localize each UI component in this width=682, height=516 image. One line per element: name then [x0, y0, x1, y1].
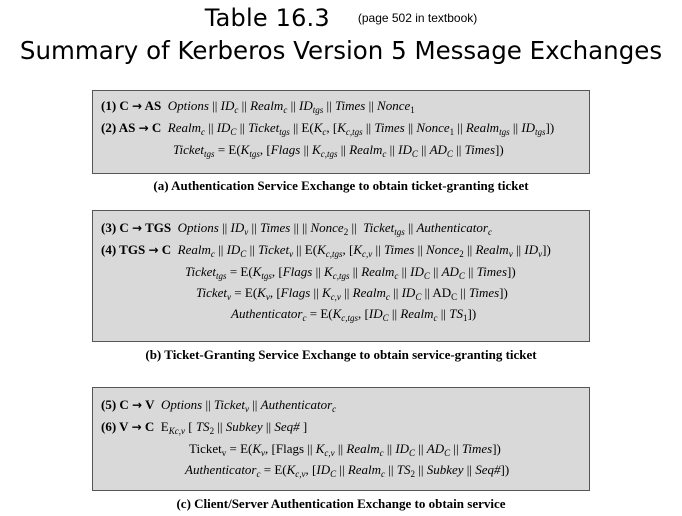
caption-b: (b) Ticket-Granting Service Exchange to obtain service-granting ticket: [145, 347, 537, 362]
message-5: (5) C → V Options || Ticket$_v$ || Authenticator$_c$: [101, 397, 337, 414]
table-subtitle: Summary of Kerberos Version 5 Message Exchanges: [19, 36, 663, 65]
caption-c: (c) Client/Server Authentication Exchange to obtain service: [176, 496, 506, 511]
message-2: (2) AS → C Realm$_c$ || $ID_C$ || Ticket$_{tgs}$ || $E(K_c$, [$K_{c,tgs}$ || Times || Nonce$_1$ || Realm$_{tgs}$ || $ID_{tgs}$]): [101, 120, 555, 137]
message-4: (4) TGS → C Realm$_c$ || $ID_C$ || Ticket$_v$ || $E(K_{c,tgs}$, [$K_{c,v}$ || Times || Nonce$_2$ || Realm$_v$ || $ID_v$]): [101, 242, 551, 259]
message-6: (6) V → C $E_{Kc,v}$ [ $TS_2$ || Subkey || Seq# ]: [101, 419, 308, 436]
authenticator-definition-b: Authenticator$_c$ = $E(K_{c,tgs}$, [$ID_C$ || Realm$_c$ || $TS_1$]): [231, 306, 477, 323]
caption-a: (a) Authentication Service Exchange to obtain ticket-granting ticket: [153, 178, 529, 193]
ticket-tgs-definition-b: Ticket$_{tgs}$ = $E(K_{tgs}$, [Flags || $K_{c,tgs}$ || Realm$_c$ || $ID_C$ || $AD_C$ || Times]): [185, 264, 516, 281]
table-title-row: [0, 4, 682, 32]
message-3: (3) C → TGS Options || $ID_v$ || Times || || Nonce$_2$ || Ticket$_{tgs}$ || Authenticator$_c$: [101, 220, 492, 237]
message-1: (1) C → AS Options || $ID_c$ || Realm$_c$ || $ID_{tgs}$ || Times || Nonce$_1$: [101, 98, 415, 115]
section-a-box: [92, 90, 590, 174]
authenticator-definition-c: Authenticator$_c$ = $E(K_{c,v}$, [$ID_C$ || Realm$_c$ || $TS_2$ || Subkey || Seq#]): [185, 462, 510, 479]
ticket-v-definition: Ticket$_v$ = $E(K_v$, [Flags || $K_{c,v}$ || Realm$_c$ || $ID_C$ || $AD_C$ || Times]): [196, 285, 508, 302]
ticket-tgs-definition: Ticket$_{tgs}$ = $E(K_{tgs}$, [Flags || $K_{c,tgs}$ || Realm$_c$ || $ID_C$ || $AD_C$ || Times]): [173, 142, 504, 159]
page-note: (page 502 in textbook): [357, 11, 478, 25]
section-c-box: [92, 387, 590, 491]
ticket-v-definition-c: Ticket$_v$ = $E(K_v$, [Flags || $K_{c,v}$ || Realm$_c$ || $ID_C$ || $AD_C$ || Times]): [189, 441, 501, 458]
section-b-box: [92, 210, 590, 342]
table-title: Table 16.3: [204, 4, 330, 32]
